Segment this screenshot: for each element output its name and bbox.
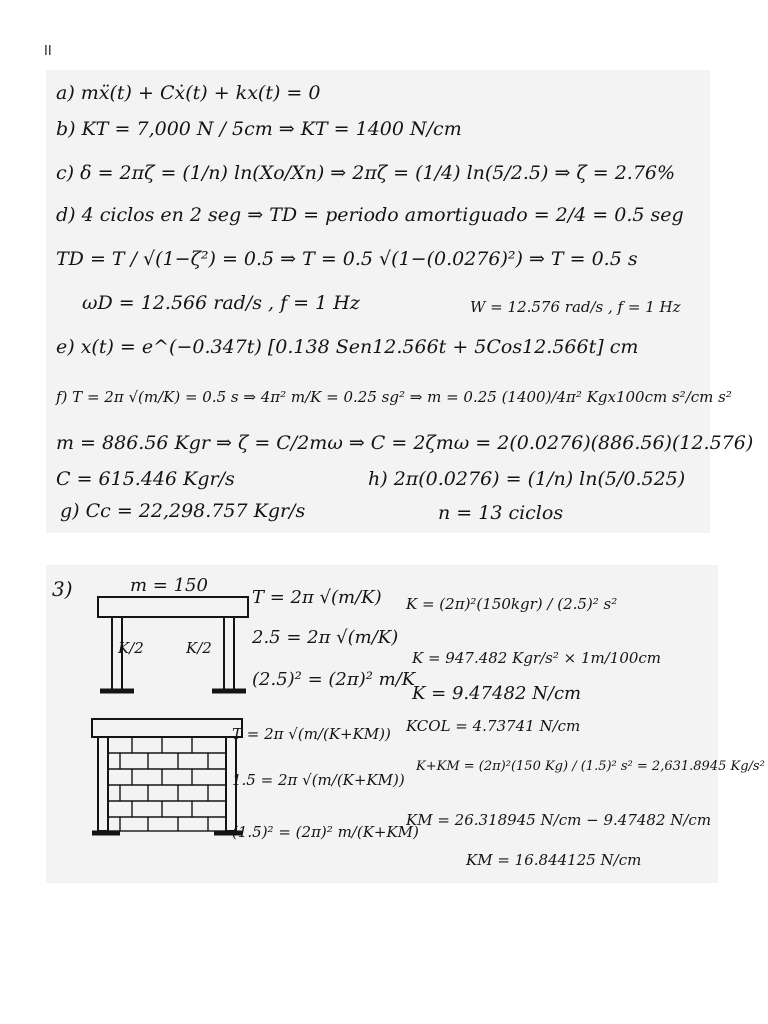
eq-t3: (2.5)² = (2π)² m/K — [252, 669, 416, 690]
frame-drawing — [90, 593, 260, 703]
infill-column-left — [98, 737, 108, 831]
eq-tm1: T = 2π √(m/(K+KM)) — [232, 725, 391, 743]
line-b: b) KT = 7,000 N / 5cm ⇒ KT = 1400 N/cm — [56, 118, 462, 140]
k2-right: K/2 — [186, 639, 212, 657]
eq-t2: 2.5 = 2π √(m/K) — [252, 627, 399, 648]
line-n: n = 13 ciclos — [438, 502, 564, 524]
line-wd: ωD = 12.566 rad/s , f = 1 Hz — [82, 292, 360, 314]
handwritten-solution-part1 — [46, 70, 754, 533]
eq-k-val: K = 947.482 Kgr/s² × 1m/100cm — [412, 649, 662, 667]
line-e: e) x(t) = e^(−0.347t) [0.138 Sen12.566t + 5Cos12.566t] cm — [56, 336, 639, 358]
line-w: W = 12.576 rad/s , f = 1 Hz — [470, 298, 681, 316]
line-a: a) mẍ(t) + Cẋ(t) + kx(t) = 0 — [56, 82, 321, 104]
handwritten-solution-part3 — [46, 565, 765, 883]
line-td: TD = T / √(1−ζ²) = 0.5 ⇒ T = 0.5 √(1−(0.0276)²) ⇒ T = 0.5 s — [56, 248, 638, 270]
frame-beam — [98, 597, 248, 617]
line-c: c) δ = 2πζ = (1/n) ln(Xo/Xn) ⇒ 2πζ = (1/4) ln(5/2.5) ⇒ ζ = 2.76% — [56, 162, 676, 184]
line-g: g) Cc = 22,298.757 Kgr/s — [60, 500, 306, 522]
eq-t1: T = 2π √(m/K) — [252, 587, 382, 608]
page-marker: II — [44, 44, 52, 59]
masonry-wall — [108, 737, 226, 831]
line-d: d) 4 ciclos en 2 seg ⇒ TD = periodo amortiguado = 2/4 = 0.5 seg — [56, 204, 684, 226]
line-m: m = 886.56 Kgr ⇒ ζ = C/2mω ⇒ C = 2ζmω = 2(0.0276)(886.56)(12.576) — [56, 432, 754, 454]
infilled-frame-drawing — [86, 717, 256, 847]
k2-left: K/2 — [118, 639, 144, 657]
eq-kcol: KCOL = 4.73741 N/cm — [406, 717, 581, 735]
eq-tm2: 1.5 = 2π √(m/(K+KM)) — [232, 771, 405, 789]
line-f: f) T = 2π √(m/K) = 0.5 s ⇒ 4π² m/K = 0.25 sg² ⇒ m = 0.25 (1400)/4π² Kgx100cm s²/cm s² — [56, 388, 732, 406]
eq-kkm: K+KM = (2π)²(150 Kg) / (1.5)² s² = 2,631.8945 Kg/s² — [416, 759, 765, 774]
line-c-val: C = 615.446 Kgr/s — [56, 468, 235, 490]
eq-tm3: (1.5)² = (2π)² m/(K+KM) — [232, 823, 419, 841]
problem-3-label: 3) — [52, 577, 73, 601]
mass-label: m = 150 — [130, 575, 208, 596]
eq-km2: KM = 16.844125 N/cm — [466, 851, 642, 869]
eq-k-n: K = 9.47482 N/cm — [412, 683, 582, 704]
line-h: h) 2π(0.0276) = (1/n) ln(5/0.525) — [368, 468, 686, 490]
eq-km1: KM = 26.318945 N/cm − 9.47482 N/cm — [406, 811, 712, 829]
infill-beam — [92, 719, 242, 737]
eq-k-formula: K = (2π)²(150kgr) / (2.5)² s² — [406, 595, 618, 613]
